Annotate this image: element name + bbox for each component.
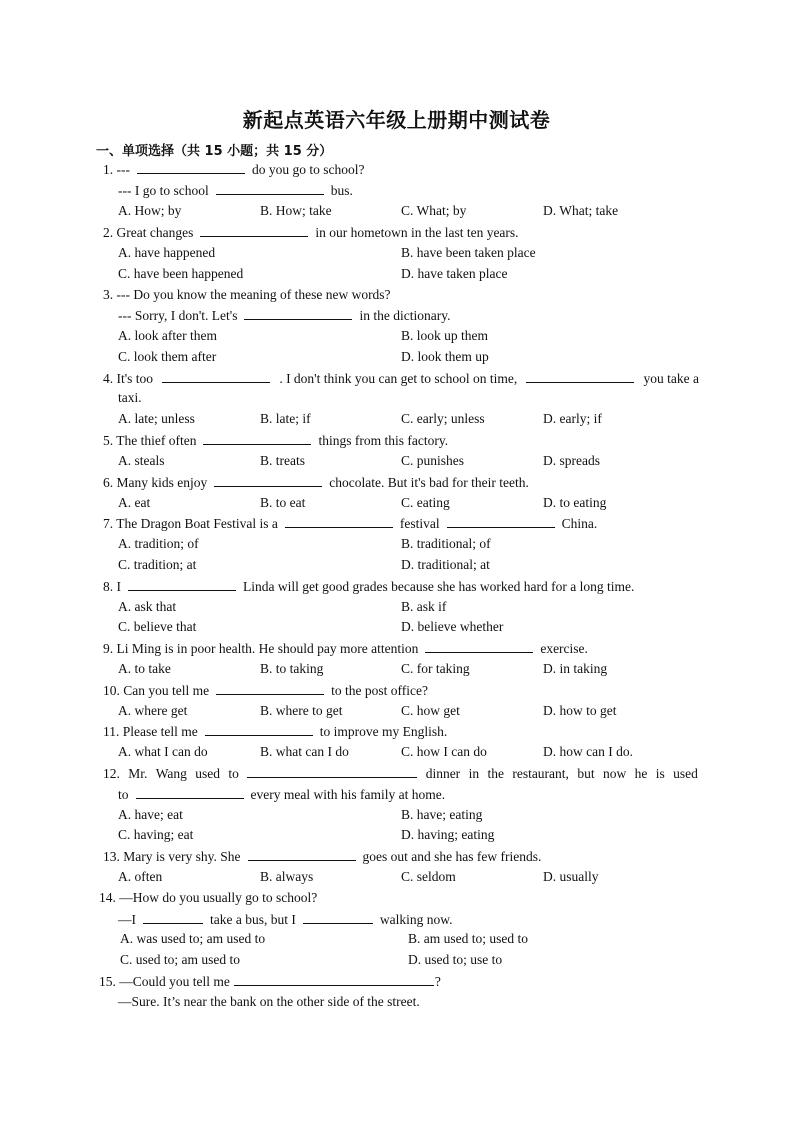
question-12: 12. Mr. Wang used to dinner in the restaurant, but now he is used	[103, 766, 698, 781]
option-b[interactable]: B. How; take	[260, 203, 332, 218]
option-a[interactable]: A. was used to; am used to	[120, 931, 266, 946]
option-c[interactable]: C. how get	[401, 703, 460, 718]
option-a[interactable]: A. to take	[118, 661, 171, 676]
option-b[interactable]: B. what can I do	[260, 744, 349, 759]
answer-blank[interactable]	[137, 161, 245, 174]
option-d[interactable]: D. how can I do.	[543, 744, 633, 759]
option-a[interactable]: A. what I can do	[118, 744, 208, 759]
option-d[interactable]: D. having; eating	[401, 827, 495, 842]
option-b[interactable]: B. traditional; of	[401, 536, 491, 551]
answer-blank[interactable]	[234, 973, 434, 986]
answer-blank[interactable]	[526, 370, 634, 383]
option-c[interactable]: C. eating	[401, 495, 450, 510]
question-3: 3. --- Do you know the meaning of these new words?	[103, 287, 391, 302]
option-b[interactable]: B. have; eating	[401, 807, 483, 822]
option-d[interactable]: D. early; if	[543, 411, 602, 426]
option-d[interactable]: D. how to get	[543, 703, 617, 718]
question-12-line-2: to every meal with his family at home.	[118, 787, 446, 802]
option-d[interactable]: D. traditional; at	[401, 557, 490, 572]
answer-blank[interactable]	[200, 224, 308, 237]
question-15: 15. —Could you tell me ?	[99, 974, 441, 989]
answer-blank[interactable]	[214, 474, 322, 487]
question-4-line-2: taxi.	[118, 390, 142, 405]
option-d[interactable]: D. What; take	[543, 203, 619, 218]
answer-blank[interactable]	[244, 307, 352, 320]
question-6: 6. Many kids enjoy chocolate. But it's bad for their teeth.	[103, 475, 529, 490]
option-b[interactable]: B. look up them	[401, 328, 488, 343]
option-c[interactable]: C. how I can do	[401, 744, 487, 759]
answer-blank[interactable]	[136, 786, 244, 799]
option-d[interactable]: D. look them up	[401, 349, 489, 364]
question-5: 5. The thief often things from this factory.	[103, 433, 449, 448]
option-d[interactable]: D. in taking	[543, 661, 608, 676]
answer-blank[interactable]	[143, 911, 203, 924]
section-heading: 一、单项选择（共 15 小题；共 15 分）	[96, 144, 333, 159]
answer-blank[interactable]	[216, 182, 324, 195]
question-13: 13. Mary is very shy. She goes out and she has few friends.	[103, 849, 542, 864]
answer-blank[interactable]	[303, 911, 373, 924]
option-c[interactable]: C. punishes	[401, 453, 465, 468]
question-14: 14. —How do you usually go to school?	[99, 890, 318, 905]
option-c[interactable]: C. look them after	[118, 349, 217, 364]
option-c[interactable]: C. believe that	[118, 619, 197, 634]
option-a[interactable]: A. have; eat	[118, 807, 183, 822]
answer-blank[interactable]	[247, 765, 417, 778]
option-b[interactable]: B. to taking	[260, 661, 324, 676]
option-d[interactable]: D. used to; use to	[408, 952, 503, 967]
option-a[interactable]: A. tradition; of	[118, 536, 199, 551]
option-b[interactable]: B. late; if	[260, 411, 311, 426]
option-c[interactable]: C. early; unless	[401, 411, 485, 426]
option-d[interactable]: D. spreads	[543, 453, 600, 468]
option-a[interactable]: A. where get	[118, 703, 188, 718]
question-10: 10. Can you tell me to the post office?	[103, 683, 428, 698]
answer-blank[interactable]	[425, 640, 533, 653]
option-b[interactable]: B. to eat	[260, 495, 306, 510]
answer-blank[interactable]	[162, 370, 270, 383]
answer-blank[interactable]	[285, 515, 393, 528]
option-d[interactable]: D. have taken place	[401, 266, 508, 281]
option-c[interactable]: C. used to; am used to	[120, 952, 240, 967]
option-c[interactable]: C. seldom	[401, 869, 456, 884]
answer-blank[interactable]	[205, 723, 313, 736]
option-a[interactable]: A. late; unless	[118, 411, 195, 426]
option-a[interactable]: A. often	[118, 869, 163, 884]
option-a[interactable]: A. have happened	[118, 245, 216, 260]
option-b[interactable]: B. ask if	[401, 599, 447, 614]
question-3-line-2: --- Sorry, I don't. Let's in the dictionary.	[118, 308, 451, 323]
option-c[interactable]: C. tradition; at	[118, 557, 197, 572]
question-14-line-2: —I take a bus, but I walking now.	[118, 912, 453, 927]
option-d[interactable]: D. believe whether	[401, 619, 504, 634]
option-a[interactable]: A. eat	[118, 495, 151, 510]
question-8: 8. I Linda will get good grades because she has worked hard for a long time.	[103, 579, 635, 594]
option-a[interactable]: A. ask that	[118, 599, 177, 614]
option-a[interactable]: A. How; by	[118, 203, 182, 218]
option-c[interactable]: C. having; eat	[118, 827, 194, 842]
question-4: 4. It's too . I don't think you can get to school on time, you take a	[103, 371, 699, 386]
option-b[interactable]: B. am used to; used to	[408, 931, 528, 946]
answer-blank[interactable]	[203, 432, 311, 445]
option-c[interactable]: C. What; by	[401, 203, 467, 218]
question-15-line-2: —Sure. It’s near the bank on the other side of the street.	[118, 994, 420, 1009]
question-2: 2. Great changes in our hometown in the last ten years.	[103, 225, 519, 240]
answer-blank[interactable]	[248, 848, 356, 861]
question-11: 11. Please tell me to improve my English.	[103, 724, 448, 739]
option-b[interactable]: B. where to get	[260, 703, 343, 718]
option-b[interactable]: B. have been taken place	[401, 245, 536, 260]
answer-blank[interactable]	[447, 515, 555, 528]
page-title: 新起点英语六年级上册期中测试卷	[242, 108, 551, 132]
option-d[interactable]: D. to eating	[543, 495, 607, 510]
option-a[interactable]: A. steals	[118, 453, 165, 468]
option-d[interactable]: D. usually	[543, 869, 599, 884]
option-c[interactable]: C. have been happened	[118, 266, 244, 281]
question-1: 1. --- do you go to school?	[103, 162, 365, 177]
question-1-line-2: --- I go to school bus.	[118, 183, 353, 198]
option-b[interactable]: B. always	[260, 869, 314, 884]
option-b[interactable]: B. treats	[260, 453, 305, 468]
option-a[interactable]: A. look after them	[118, 328, 217, 343]
answer-blank[interactable]	[128, 578, 236, 591]
question-9: 9. Li Ming is in poor health. He should pay more attention exercise.	[103, 641, 588, 656]
question-7: 7. The Dragon Boat Festival is a festival China.	[103, 516, 598, 531]
option-c[interactable]: C. for taking	[401, 661, 470, 676]
answer-blank[interactable]	[216, 682, 324, 695]
